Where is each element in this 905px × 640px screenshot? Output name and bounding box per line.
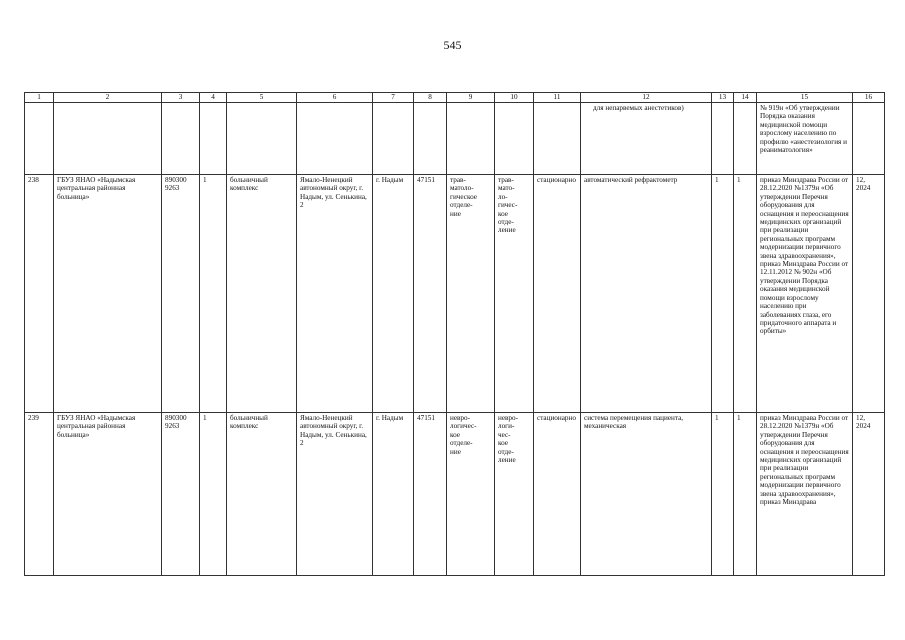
oktmo-cell: 47151 [414,413,447,576]
code-cell: 890300 9263 [162,413,200,576]
quantity-cell: 1 [712,175,734,413]
cell [227,103,297,175]
column-header: 7 [373,93,414,103]
facility-cell: больничный комплекс [227,175,297,413]
column-header: 2 [54,93,162,103]
code-cell: 890300 9263 [162,175,200,413]
date-cell: 12, 2024 [853,413,885,576]
column-header: 10 [495,93,534,103]
address-cell: Ямало-Ненецкий автономный округ, г. Надым, ул. Сенькина, 2 [297,175,373,413]
cell [414,103,447,175]
quantity-cell: 1 [734,413,757,576]
organization-cell: ГБУЗ ЯНАО «Надымская центральная районная больница» [54,413,162,576]
column-header: 15 [757,93,853,103]
city-cell: г. Надым [373,413,414,576]
page-number: 545 [443,38,462,52]
column-header: 6 [297,93,373,103]
cell [534,103,581,175]
column-header: 8 [414,93,447,103]
department-cell: невро- логи- чес- кое отде- ление [495,413,534,576]
cell [734,103,757,175]
count-cell: 1 [200,175,227,413]
column-header: 3 [162,93,200,103]
table-row [25,413,885,576]
cell [853,103,885,175]
cell [495,103,534,175]
column-header: 12 [581,93,712,103]
column-header: 11 [534,93,581,103]
column-number-row [25,93,885,103]
table-row [25,175,885,413]
column-header: 16 [853,93,885,103]
register-table [24,92,885,576]
quantity-cell: 1 [712,413,734,576]
cell [297,103,373,175]
equipment-cell: для непарвемых анестетиков) [581,103,712,175]
cell [712,103,734,175]
city-cell: г. Надым [373,175,414,413]
legal-basis-cell: приказ Минздрава России от 28.12.2020 №1379н «Об утверждении Перечня оборудования для оснащения и переоснащения медицинских организаций при реализации региональных программ модернизации первичного звена здравоохранения», приказ Минздрава [757,413,853,576]
facility-cell: больничный комплекс [227,413,297,576]
column-header: 4 [200,93,227,103]
date-cell: 12, 2024 [853,175,885,413]
equipment-cell: система перемещения пациента, механическая [581,413,712,576]
cell [162,103,200,175]
column-header: 13 [712,93,734,103]
quantity-cell: 1 [734,175,757,413]
cell [447,103,495,175]
organization-cell: ГБУЗ ЯНАО «Надымская центральная районная больница» [54,175,162,413]
cell [25,103,54,175]
legal-basis-cell: № 919н «Об утверждении Порядка оказания медицинской помощи взрослому населению по профилю «анестезиология и реаниматология» [757,103,853,175]
cell [200,103,227,175]
continuation-row [25,103,885,175]
row-number-cell: 239 [25,413,54,576]
department-cell: невро- логичес- кое отделе- ние [447,413,495,576]
legal-basis-cell: приказ Минздрава России от 28.12.2020 №1379н «Об утверждении Перечня оборудования для оснащения и переоснащения медицинских организаций при реализации региональных программ модернизации первичного звена здравоохранения», приказ Минздрава России от 12.11.2012 № 902н «Об утверждении Порядка оказания медицинской помощи взрослому населению при заболеваниях глаза, его придаточного аппарата и орбиты» [757,175,853,413]
column-header: 1 [25,93,54,103]
column-header: 5 [227,93,297,103]
department-cell: трав- мато- ло- гичес- кое отде- ление [495,175,534,413]
department-cell: трав- матоло- гическое отделе- ние [447,175,495,413]
address-cell: Ямало-Ненецкий автономный округ, г. Надым, ул. Сенькина, 2 [297,413,373,576]
care-form-cell: стационарно [534,175,581,413]
cell [373,103,414,175]
column-header: 14 [734,93,757,103]
oktmo-cell: 47151 [414,175,447,413]
row-number-cell: 238 [25,175,54,413]
count-cell: 1 [200,413,227,576]
column-header: 9 [447,93,495,103]
equipment-cell: автоматический рефрактометр [581,175,712,413]
care-form-cell: стационарно [534,413,581,576]
cell [54,103,162,175]
